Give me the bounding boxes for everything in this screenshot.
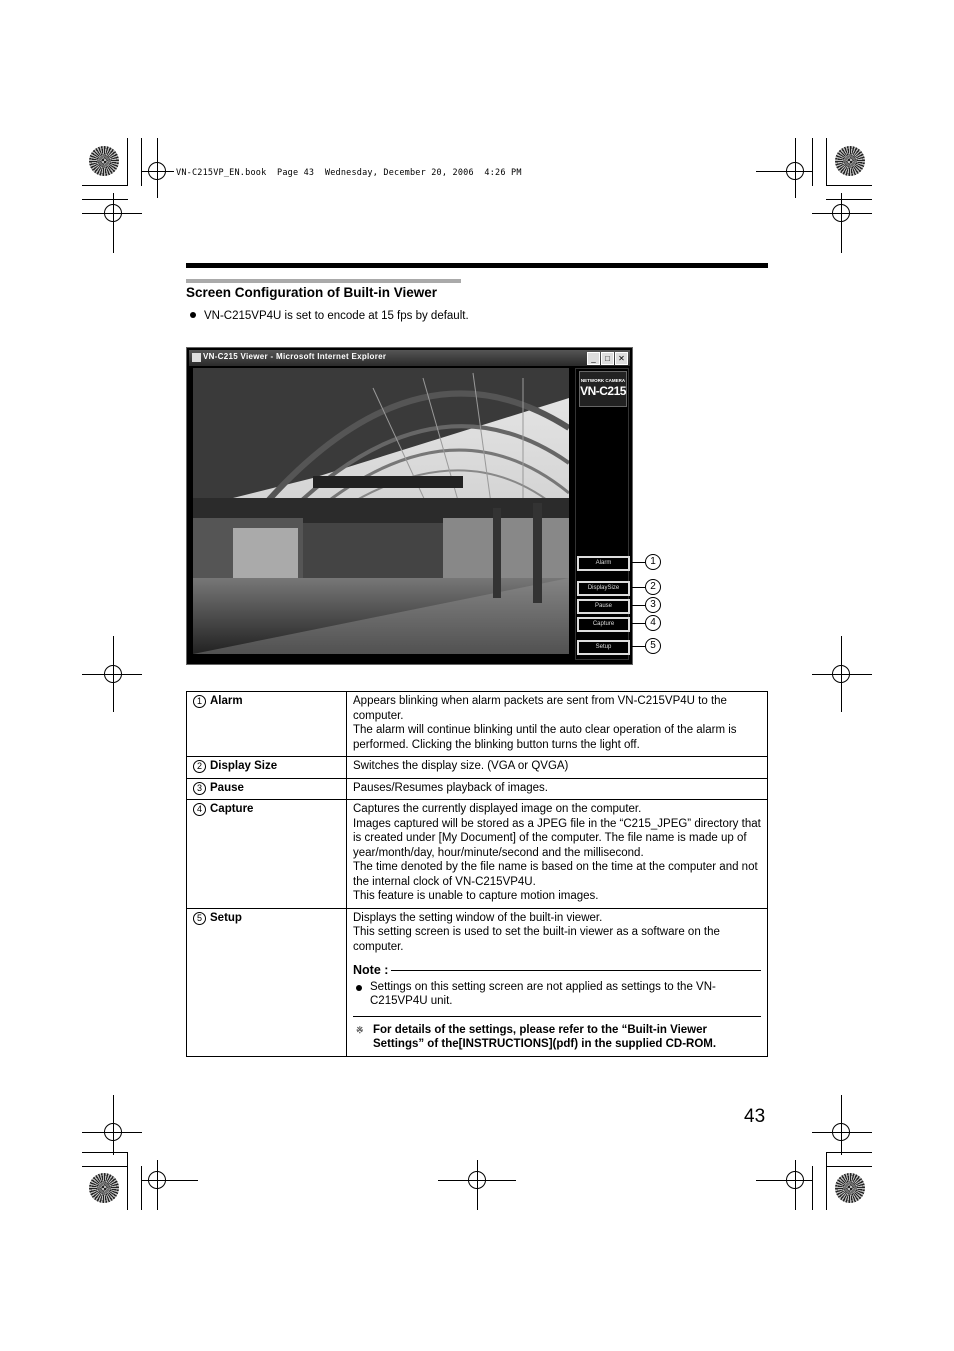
table-row — [187, 692, 768, 757]
reference-icon: ※ — [356, 1024, 364, 1035]
close-icon[interactable]: ✕ — [615, 352, 628, 365]
window-title: VN-C215 Viewer - Microsoft Internet Explorer — [203, 352, 387, 361]
note-heading: Note : — [353, 963, 761, 978]
callout-leader — [630, 587, 645, 588]
table-row — [187, 908, 768, 1056]
callout-leader — [630, 623, 645, 624]
vn-c215-logo: NETWORK CAMERA VN-C215 — [579, 371, 627, 407]
note-item: Settings on this setting screen are not applied as settings to the VN-C215VP4U unit. — [353, 980, 761, 1009]
table-row — [187, 778, 768, 800]
table-row — [187, 800, 768, 909]
ie-icon — [192, 353, 201, 362]
bullet-icon — [356, 985, 362, 991]
section-title: Screen Configuration of Built-in Viewer — [186, 285, 438, 300]
maximize-icon[interactable]: □ — [601, 352, 614, 365]
book-info: VN-C215VP_EN.book Page 43 Wednesday, December 20, 2006 4:26 PM — [176, 168, 522, 178]
callout-1: 1 — [645, 554, 661, 570]
row-description: Appears blinking when alarm packets are sent from VN-C215VP4U to the computer. The alarm will continue blinking until the auto clear operation of the alarm is performed. Clicking the blinking button turns the light off. — [347, 692, 768, 757]
pause-button[interactable]: Pause — [577, 599, 630, 614]
section-rule — [186, 279, 461, 283]
page-number: 43 — [744, 1106, 766, 1127]
reference-note: ※ For details of the settings, please refer to the “Built-in Viewer Settings” of the[INSTRUCTIONS](pdf) in the supplied CD-ROM. — [353, 1023, 761, 1052]
description-table — [186, 691, 768, 1057]
display-size-button[interactable]: DisplaySize — [577, 581, 630, 596]
viewer-window-screenshot — [186, 347, 633, 665]
callout-leader — [630, 605, 645, 606]
row-key: 3 Pause — [187, 778, 347, 800]
row-key: 5 Setup — [187, 908, 347, 1056]
bullet-icon — [190, 312, 196, 318]
table-row — [187, 757, 768, 779]
window-titlebar — [189, 350, 630, 366]
intro-bullet: VN-C215VP4U is set to encode at 15 fps by default. — [190, 310, 469, 322]
alarm-button[interactable]: Alarm — [577, 556, 630, 571]
row-description: Captures the currently displayed image on the computer. Images captured will be stored as a JPEG file in the “C215_JPEG” directory that is created under [My Document] of the computer. The file name is made up of year/month/day, hour/minute/second and the millisecond. The time denoted by the file name is based on the time at the computer and not the internal clock of VN-C215VP4U. This feature is unable to capture motion images. — [347, 800, 768, 909]
row-key: 2 Display Size — [187, 757, 347, 779]
row-description: Switches the display size. (VGA or QVGA) — [347, 757, 768, 779]
callout-leader — [630, 646, 645, 647]
setup-button[interactable]: Setup — [577, 640, 630, 655]
callout-leader — [630, 562, 645, 563]
camera-image — [193, 368, 569, 654]
callout-5: 5 — [645, 638, 661, 654]
note-end-rule — [353, 1016, 761, 1017]
row-description: Displays the setting window of the built-in viewer. This setting screen is used to set the built-in viewer as a software on the computer. Note : Settings on this setting screen are not applied as settings to the VN-C215VP4U unit. ※ For details of the settings, please refer to the “Built-in Viewer Settings” of the[INSTRUCTIONS](pdf) in the supplied CD-ROM. — [347, 908, 768, 1056]
row-key: 4 Capture — [187, 800, 347, 909]
capture-button[interactable]: Capture — [577, 617, 630, 632]
callout-3: 3 — [645, 597, 661, 613]
row-description: Pauses/Resumes playback of images. — [347, 778, 768, 800]
callout-2: 2 — [645, 579, 661, 595]
row-key: 1 Alarm — [187, 692, 347, 757]
minimize-icon[interactable]: _ — [587, 352, 600, 365]
header-rule — [186, 263, 768, 268]
callout-4: 4 — [645, 615, 661, 631]
